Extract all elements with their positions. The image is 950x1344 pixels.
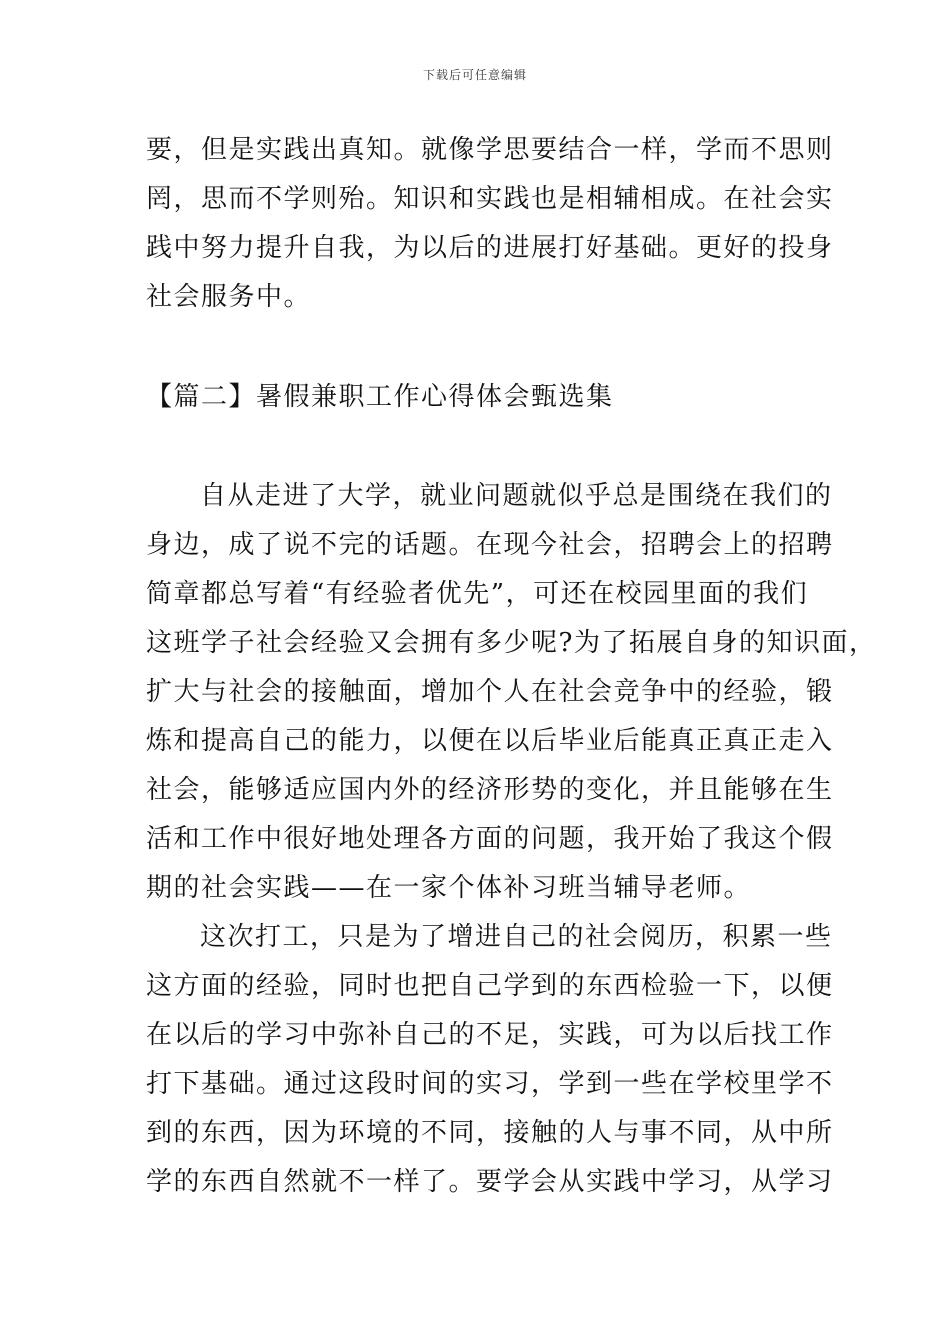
text-line: 到的东西，因为环境的不同，接触的人与事不同，从中所 [146, 1118, 834, 1148]
text-line: 这班学子社会经验又会拥有多少呢?为了拓展自身的知识面， [146, 628, 877, 658]
text-line: 期的社会实践——在一家个体补习班当辅导老师。 [146, 873, 752, 903]
text-line: 社会，能够适应国内外的经济形势的变化，并且能够在生 [146, 775, 834, 805]
text-line: 扩大与社会的接触面，增加个人在社会竞争中的经验，锻 [146, 677, 834, 707]
page-header: 下载后可任意编辑 [422, 68, 527, 82]
text-line: 简章都总写着“有经验者优先”，可还在校园里面的我们 [146, 579, 809, 609]
text-line: 社会服务中。 [146, 282, 312, 312]
text-line: 在以后的学习中弥补自己的不足，实践，可为以后找工作 [146, 1020, 834, 1050]
section-title [146, 373, 836, 422]
text-line: 打下基础。通过这段时间的实习，学到一些在学校里学不 [146, 1069, 834, 1099]
text-line: 学的东西自然就不一样了。要学会从实践中学习，从学习 [146, 1167, 834, 1197]
text-line: 活和工作中很好地处理各方面的问题，我开始了我这个假 [146, 824, 834, 854]
text-line: 要，但是实践出真知。就像学思要结合一样，学而不思则 [146, 135, 834, 165]
text-line: 罔，思而不学则殆。知识和实践也是相辅相成。在社会实 [146, 184, 834, 214]
section-title-text: 【篇二】暑假兼职工作心得体会甄选集 [146, 382, 614, 412]
text-line: 身边，成了说不完的话题。在现今社会，招聘会上的招聘 [146, 530, 834, 560]
body-text [146, 472, 877, 1207]
text-line: 自从走进了大学，就业问题就似乎总是围绕在我们的 [200, 481, 833, 511]
text-line: 这次打工，只是为了增进自己的社会阅历，积累一些 [200, 922, 833, 952]
text-line: 这方面的经验，同时也把自己学到的东西检验一下，以便 [146, 971, 834, 1001]
text-line: 炼和提高自己的能力，以便在以后毕业后能真正真正走入 [146, 726, 834, 756]
paragraph-continued [146, 126, 836, 322]
text-line: 践中努力提升自我，为以后的进展打好基础。更好的投身 [146, 233, 834, 263]
